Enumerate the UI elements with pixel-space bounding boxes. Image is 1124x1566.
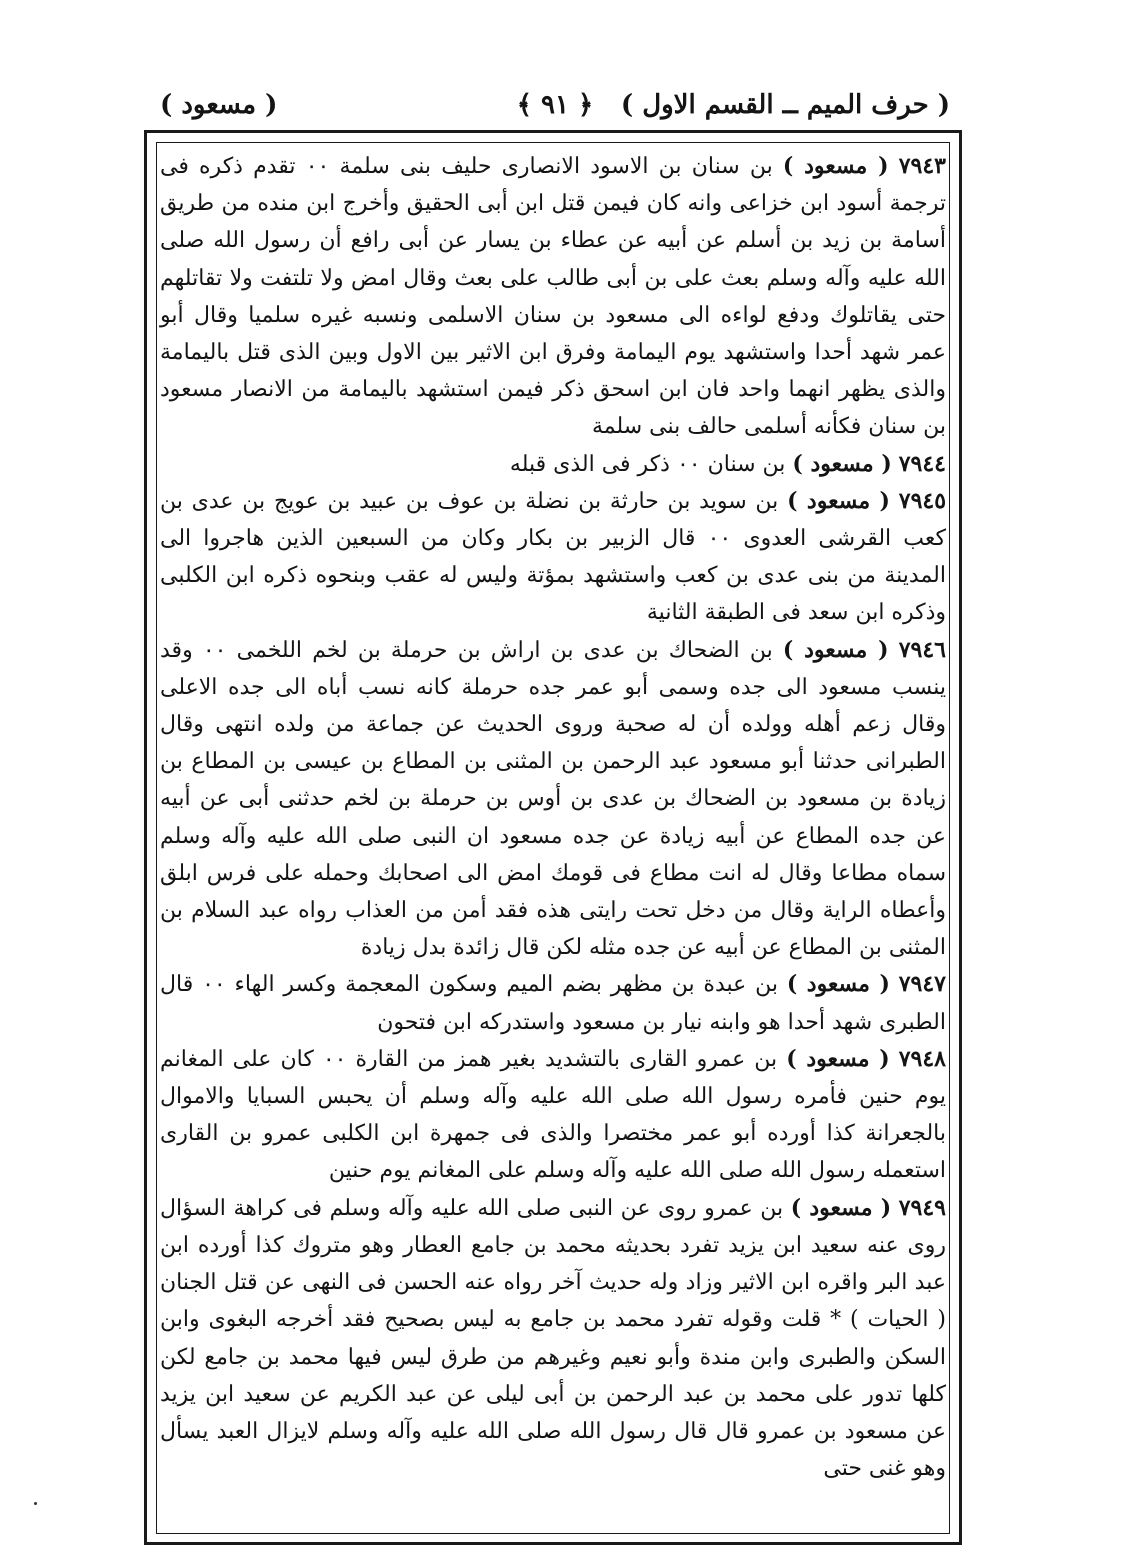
entry-name: ( مسعود ) — [787, 487, 890, 514]
entry-text: بن الضحاك بن عدى بن اراش بن حرملة بن لخم اللخمى ٠٠ وقد ينسب مسعود الى جده وسمى أبو عمر جده حرملة كانه نسب أباه الى جده الاعلى وقال زعم أهله وولده أن له صحبة وروى الحديث عن جماعة من ولده انتهى وقال الطبرانى حدثنا أبو مسعود عبد الرحمن بن المثنى بن المطاع بن عيسى بن المطاع بن زيادة بن مسعود بن الضحاك بن عدى بن أوس بن حرملة بن لخم حدثنى أبى عن أبيه عن جده المطاع عن أبيه زيادة عن جده مسعود ان النبى صلى الله عليه وآله وسلم سماه مطاعا وقال له انت مطاع فى قومك امض الى اصحابك وحمله على فرس ابلق وأعطاه الراية وقال من دخل تحت رايتى هذه فقد أمن من العذاب رواه عبد السلام بن المثنى بن المطاع عن أبيه عن جده مثله لكن قال زائدة بدل زيادة — [160, 637, 946, 961]
entry — [160, 632, 946, 967]
entry-number: ٧٩٤٩ — [898, 1194, 946, 1221]
section-title: ( حرف الميم ــ القسم الاول ) — [620, 90, 950, 120]
entry — [160, 446, 946, 483]
entry — [160, 1041, 946, 1190]
entry-name: ( مسعود ) — [782, 153, 889, 179]
entry-number: ٧٩٤٤ — [898, 450, 946, 477]
entry — [160, 966, 946, 1040]
page-number: ﴿ ٩١ ﴾ — [516, 90, 594, 120]
page-header — [160, 86, 950, 134]
entry-text: بن سويد بن حارثة بن نضلة بن عوف بن عبيد بن عويج بن عدى بن كعب القرشى العدوى ٠٠ قال الزبير بن بكار وكان من السبعين الذين هاجروا الى المدينة من بنى عدى بن كعب واستشهد بمؤتة وليس له عقب وبنحوه ذكره ابن الكلبى وذكره ابن سعد فى الطبقة الثانية — [160, 488, 946, 626]
entry-number: ٧٩٤٧ — [898, 971, 946, 998]
scan-speck — [34, 1502, 37, 1505]
entry-name: ( مسعود ) — [786, 1045, 890, 1072]
entry-name: ( مسعود ) — [782, 636, 889, 663]
entry-number: ٧٩٤٥ — [898, 487, 947, 514]
entry-text: بن سنان ٠٠ ذكر فى الذى قبله — [509, 451, 786, 477]
entry-name: ( مسعود ) — [790, 1194, 892, 1221]
entry-text: بن سنان بن الاسود الانصارى حليف بنى سلمة ٠٠ تقدم ذكره فى ترجمة أسود ابن خزاعى وانه كان فيمن قتل ابن أبى الحقيق وأخرج ابن منده من طريق أسامة بن زيد بن أسلم عن أبيه عن عطاء بن يسار عن أبى رافع أن رسول الله صلى الله عليه وآله وسلم بعث على بن أبى طالب على بعث وقال امض ولا تلتفت ولا تقاتلهم حتى يقاتلوك ودفع لواءه الى مسعود بن سنان الاسلمى ونسبه غيره سلميا وقال أبو عمر شهد أحدا واستشهد يوم اليمامة وفرق ابن الاثير بين الاول وبين الذى قتل باليمامة والذى يظهر انهما واحد فان ابن اسحق ذكر فيمن استشهد باليمامة من الانصار مسعود بن سنان فكأنه أسلمى حالف بنى سلمة — [160, 154, 946, 440]
entry-number: ٧٩٤٣ — [898, 153, 946, 179]
entry-text: بن عمرو روى عن النبى صلى الله عليه وآله وسلم فى كراهة السؤال روى عنه سعيد ابن يزيد تفرد بحديثه محمد بن جامع العطار وهو متروك كذا أورده ابن عبد البر واقره ابن الاثير وزاد وله حديث آخر رواه عنه الحسن فى النهى عن قتل الجنان ( الحيات ) * قلت وقوله تفرد محمد بن جامع به ليس بصحيح فقد أخرجه البغوى وابن السكن والطبرى وابن مندة وأبو نعيم وغيرهم من طرق ليس فيها محمد بن جامع لكن كلها تدور على محمد بن عبد الرحمن بن أبى ليلى عن عبد الكريم عن سعيد ابن يزيد عن مسعود بن عمرو قال قال رسول الله صلى الله عليه وآله وسلم لايزال العبد يسأل وهو غنى حتى — [160, 1195, 946, 1482]
entry — [160, 1190, 946, 1488]
entry-number: ٧٩٤٦ — [898, 636, 946, 663]
entry — [160, 148, 946, 446]
entry-name: ( مسعود ) — [792, 450, 892, 477]
entry-name: ( مسعود ) — [786, 971, 890, 998]
entry-text: بن عبدة بن مظهر بضم الميم وسكون المعجمة وكسر الهاء ٠٠ قال الطبرى شهد أحدا هو وابنه نيار بن مسعود واستدركه ابن فتحون — [160, 972, 946, 1035]
running-headword: ( مسعود ) — [160, 90, 278, 120]
entry — [160, 483, 946, 632]
text-body — [160, 148, 946, 1487]
entry-text: بن عمرو القارى بالتشديد بغير همز من القارة ٠٠ كان على المغانم يوم حنين فأمره رسول الله صلى الله عليه وآله وسلم أن يحبس السبايا والاموال بالجعرانة كذا أورده أبو عمر مختصرا والذى فى جمهرة ابن الكلبى عمرو بن القارى استعمله رسول الله صلى الله عليه وآله وسلم على المغانم يوم حنين — [160, 1046, 946, 1184]
entry-number: ٧٩٤٨ — [898, 1045, 946, 1072]
